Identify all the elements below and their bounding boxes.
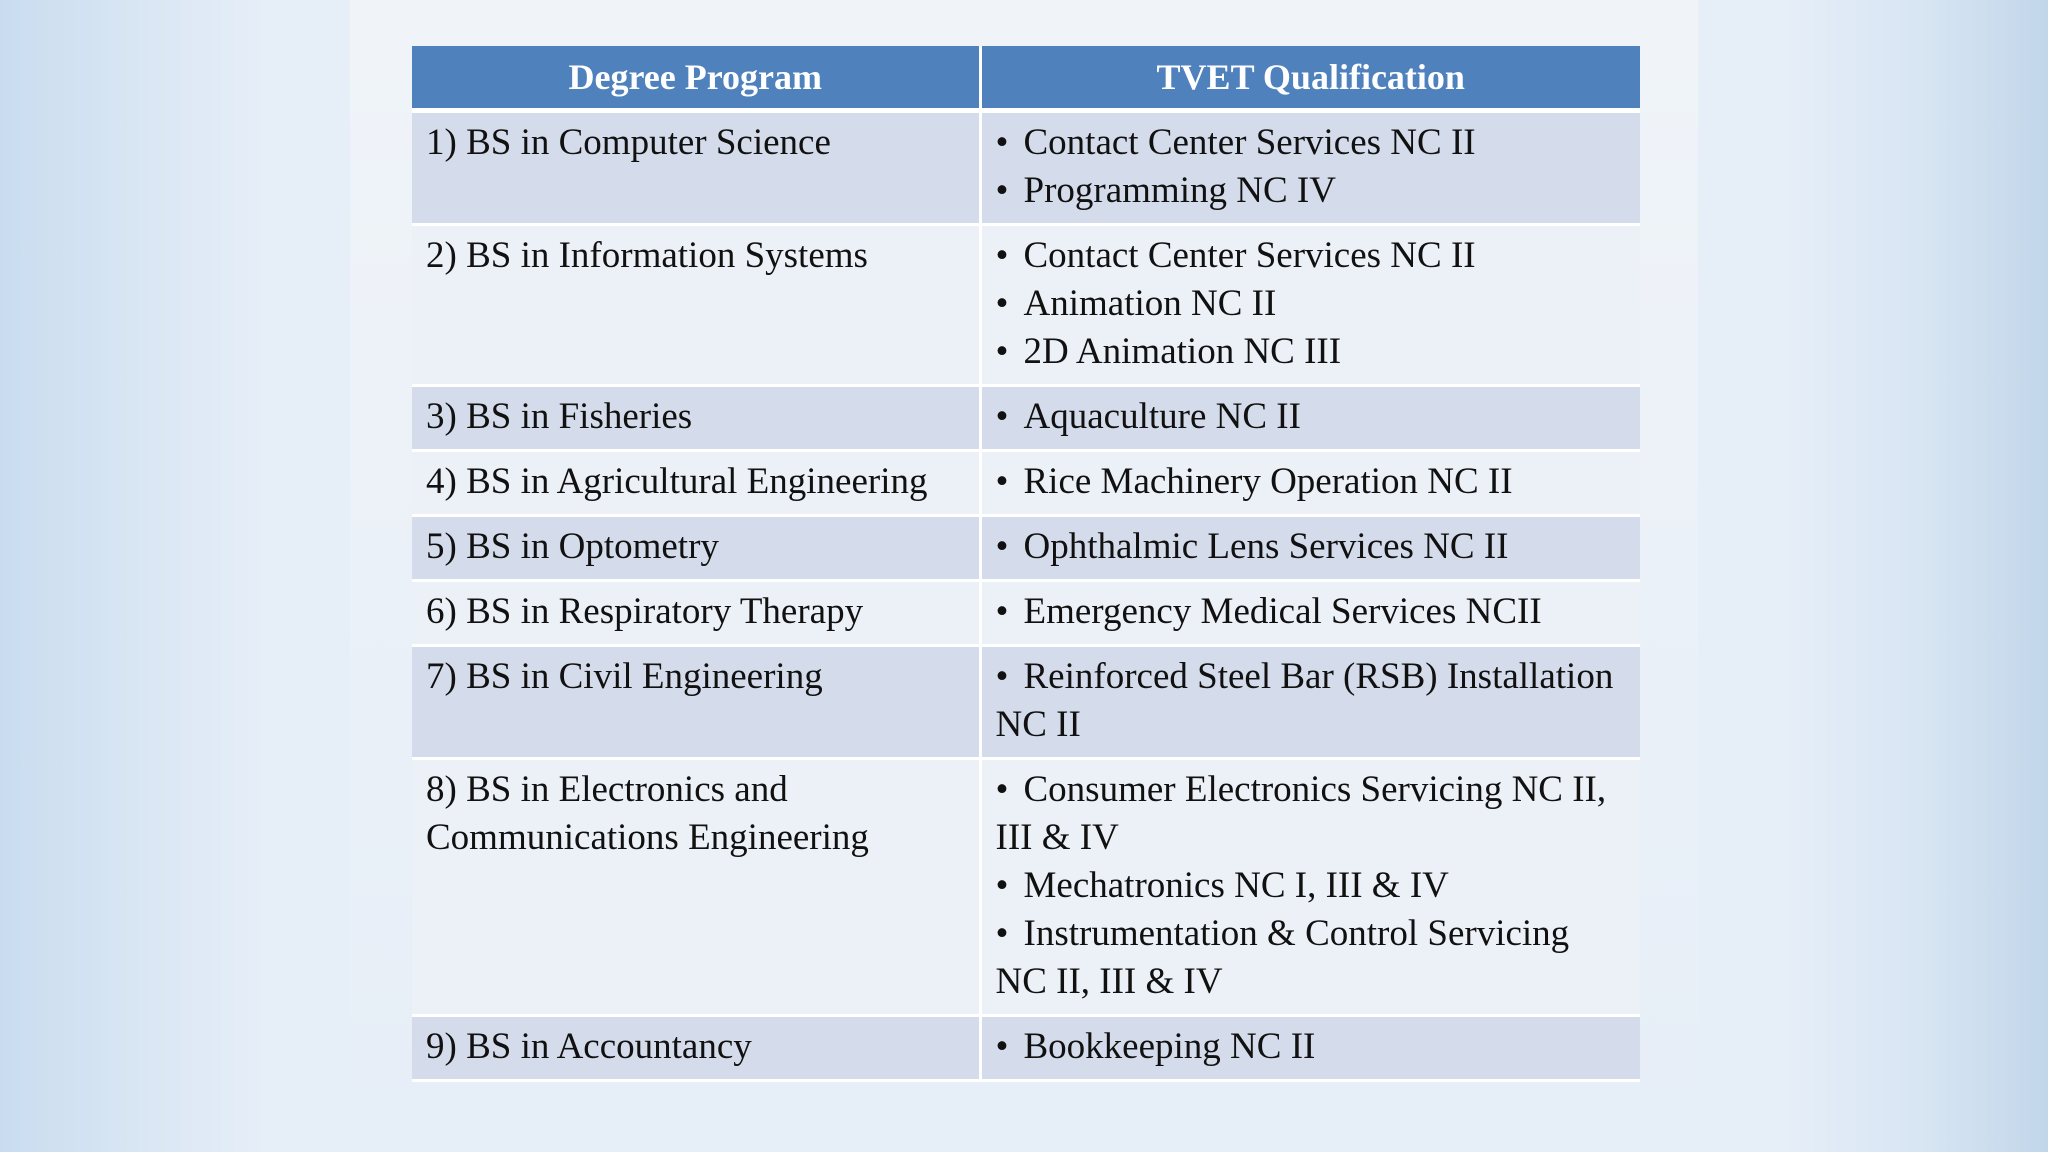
bullet-icon: • <box>995 526 1009 567</box>
table-row <box>412 581 1640 646</box>
qualification-item <box>996 588 1629 636</box>
qualification-text: Programming NC IV <box>1023 170 1336 211</box>
qualification-text: Consumer Electronics Servicing NC II, III & IV <box>995 769 1607 858</box>
qualification-text: Contact Center Services NC II <box>1023 122 1476 163</box>
degree-program-cell: 4) BS in Agricultural Engineering <box>412 451 980 516</box>
bullet-icon: • <box>995 170 1009 211</box>
bullet-icon: • <box>995 913 1009 954</box>
qualification-item <box>996 766 1629 862</box>
table-row <box>412 451 1640 516</box>
tvet-qualification-cell <box>980 386 1640 451</box>
degree-program-cell: 7) BS in Civil Engineering <box>412 646 980 759</box>
qualification-text: Contact Center Services NC II <box>1023 235 1476 276</box>
table-row <box>412 516 1640 581</box>
degree-program-cell: 1) BS in Computer Science <box>412 111 980 225</box>
bullet-icon: • <box>995 865 1009 906</box>
degree-program-cell: 2) BS in Information Systems <box>412 225 980 386</box>
bullet-icon: • <box>995 1026 1009 1067</box>
degree-program-cell: 3) BS in Fisheries <box>412 386 980 451</box>
bullet-icon: • <box>995 396 1009 437</box>
table-row <box>412 646 1640 759</box>
tvet-qualification-cell <box>980 516 1640 581</box>
qualification-text: Rice Machinery Operation NC II <box>1023 461 1513 502</box>
qualification-item <box>996 910 1629 1006</box>
qualification-text: Aquaculture NC II <box>1023 396 1301 437</box>
tvet-qualification-cell <box>980 451 1640 516</box>
table-row <box>412 759 1640 1016</box>
column-header-degree-program: Degree Program <box>412 46 980 111</box>
qualification-text: Reinforced Steel Bar (RSB) Installation NC II <box>995 656 1614 745</box>
qualification-text: Bookkeeping NC II <box>1023 1026 1316 1067</box>
degree-program-cell: 9) BS in Accountancy <box>412 1016 980 1081</box>
qualification-text: Emergency Medical Services NCII <box>1023 591 1542 632</box>
qualification-item <box>996 232 1629 280</box>
table-row <box>412 1016 1640 1081</box>
qualification-item <box>996 458 1629 506</box>
qualification-text: Animation NC II <box>1023 283 1277 324</box>
qualification-item <box>996 119 1629 167</box>
tvet-qualification-cell <box>980 111 1640 225</box>
table-row <box>412 225 1640 386</box>
qualification-item <box>996 862 1629 910</box>
bullet-icon: • <box>995 235 1009 276</box>
degree-program-cell: 5) BS in Optometry <box>412 516 980 581</box>
bullet-icon: • <box>995 769 1009 810</box>
degree-program-cell: 8) BS in Electronics and Communications Engineering <box>412 759 980 1016</box>
qualification-item <box>996 523 1629 571</box>
qualification-item <box>996 167 1629 215</box>
table-row <box>412 111 1640 225</box>
degree-tvet-table-container <box>412 46 1640 1082</box>
qualification-text: Mechatronics NC I, III & IV <box>1023 865 1449 906</box>
tvet-qualification-cell <box>980 581 1640 646</box>
bullet-icon: • <box>995 122 1009 163</box>
table-body <box>412 111 1640 1081</box>
column-header-tvet-qualification: TVET Qualification <box>980 46 1640 111</box>
qualification-text: Instrumentation & Control Servicing NC II, III & IV <box>995 913 1570 1002</box>
tvet-qualification-cell <box>980 1016 1640 1081</box>
bullet-icon: • <box>995 591 1009 632</box>
qualification-text: Ophthalmic Lens Services NC II <box>1023 526 1509 567</box>
degree-program-cell: 6) BS in Respiratory Therapy <box>412 581 980 646</box>
bullet-icon: • <box>995 656 1009 697</box>
qualification-item <box>996 328 1629 376</box>
bullet-icon: • <box>995 461 1009 502</box>
qualification-text: 2D Animation NC III <box>1023 331 1342 372</box>
bullet-icon: • <box>995 331 1009 372</box>
qualification-item <box>996 280 1629 328</box>
qualification-item <box>996 393 1629 441</box>
qualification-item <box>996 653 1629 749</box>
qualification-item <box>996 1023 1629 1071</box>
table-row <box>412 386 1640 451</box>
tvet-qualification-cell <box>980 646 1640 759</box>
degree-tvet-table <box>412 46 1640 1082</box>
tvet-qualification-cell <box>980 759 1640 1016</box>
bullet-icon: • <box>995 283 1009 324</box>
table-header-row <box>412 46 1640 111</box>
tvet-qualification-cell <box>980 225 1640 386</box>
